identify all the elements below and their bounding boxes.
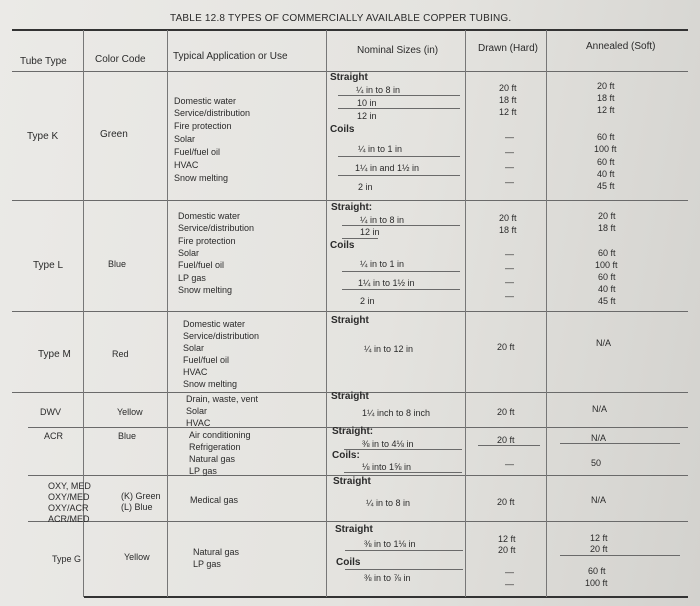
type-m-app: Snow melting [183, 379, 238, 389]
acr-name: ACR [44, 431, 64, 441]
type-l-size: 2 in [360, 296, 375, 306]
type-k-drawn: 12 ft [499, 107, 517, 117]
header-drawn: Drawn (Hard) [478, 43, 539, 54]
acr-app: Air conditioning [189, 430, 251, 440]
type-l-size: ¼ in to 1 in [360, 259, 405, 269]
header-application: Typical Application or Use [173, 51, 288, 62]
type-g-size: ⅜ in to ⅞ in [364, 573, 411, 583]
type-k-app: Solar [174, 134, 196, 144]
size-underline [560, 555, 680, 556]
type-l-annealed: 60 ft [598, 248, 616, 258]
row-rule-k [12, 200, 688, 201]
oxy-drawn: 20 ft [497, 497, 515, 507]
type-l-drawn-dash: — [505, 249, 514, 259]
type-g-drawn-dash: — [505, 579, 514, 589]
type-l-app: Domestic water [178, 211, 241, 221]
type-m-app: Fuel/fuel oil [183, 355, 230, 365]
type-l-annealed: 60 ft [598, 272, 616, 282]
type-k-drawn: 20 ft [499, 83, 517, 93]
acr-size: ⅛ into 1⅝ in [362, 462, 412, 472]
type-k-color: Green [100, 129, 128, 140]
type-g-size: ⅜ in to 1⅛ in [364, 539, 416, 549]
oxy-annealed: N/A [591, 495, 607, 505]
oxy-name: OXY/ACR [48, 503, 89, 513]
oxy-name: OXY, MED [48, 481, 91, 491]
type-k-annealed: 60 ft [597, 132, 615, 142]
type-l-app: Fire protection [178, 236, 236, 246]
type-l-color: Blue [108, 259, 127, 269]
size-underline [345, 550, 463, 551]
type-l-drawn-dash: — [505, 263, 514, 273]
size-underline [338, 156, 460, 157]
type-g-coils-label: Coils [336, 557, 361, 568]
type-k-coils-label: Coils [330, 124, 355, 135]
type-g-drawn: 12 ft [498, 534, 516, 544]
type-g-annealed: 20 ft [590, 544, 608, 554]
type-l-app: Service/distribution [178, 223, 255, 233]
type-m-straight-label: Straight [331, 315, 369, 326]
dwv-name: DWV [40, 407, 61, 417]
type-g-straight-label: Straight [335, 524, 373, 535]
type-k-annealed: 20 ft [597, 81, 615, 91]
type-g-drawn-dash: — [505, 567, 514, 577]
size-underline [338, 108, 460, 109]
header-nominal-sizes: Nominal Sizes (in) [357, 45, 439, 56]
type-m-name: Type M [38, 349, 71, 360]
type-k-annealed: 60 ft [597, 157, 615, 167]
oxy-app: Medical gas [190, 495, 239, 505]
type-m-app: Service/distribution [183, 331, 260, 341]
size-underline [342, 289, 460, 290]
size-underline [478, 445, 540, 446]
type-l-app: Fuel/fuel oil [178, 260, 225, 270]
type-k-annealed: 100 ft [594, 144, 617, 154]
type-l-app: LP gas [178, 273, 206, 283]
type-g-name: Type G [52, 554, 82, 564]
type-k-drawn-dash: — [505, 162, 514, 172]
bottom-rule [84, 596, 688, 598]
type-l-annealed: 40 ft [598, 284, 616, 294]
type-m-color: Red [112, 349, 129, 359]
acr-color: Blue [118, 431, 137, 441]
top-rule [12, 29, 688, 31]
acr-coils-label: Coils: [332, 450, 360, 461]
table-title: TABLE 12.8 TYPES OF COMMERCIALLY AVAILABLE COPPER TUBING. [170, 13, 512, 24]
col-divider-5 [546, 30, 547, 597]
type-l-size: 12 in [360, 227, 380, 237]
col-divider-3 [326, 30, 327, 597]
dwv-size: 1¼ inch to 8 inch [362, 408, 431, 418]
oxy-name: OXY/MED [48, 492, 90, 502]
size-underline [342, 225, 460, 226]
type-m-app: HVAC [183, 367, 208, 377]
header-annealed: Annealed (Soft) [586, 41, 656, 52]
type-m-annealed: N/A [596, 338, 612, 348]
size-underline [338, 95, 460, 96]
size-underline [338, 175, 460, 176]
type-l-straight-label: Straight: [331, 202, 373, 213]
oxy-name: ACR/MED [48, 514, 90, 524]
type-k-app: Fuel/fuel oil [174, 147, 221, 157]
acr-annealed: N/A [591, 433, 607, 443]
type-k-app: Domestic water [174, 96, 237, 106]
type-l-annealed: 18 ft [598, 223, 616, 233]
row-rule-l [12, 311, 688, 312]
row-rule-oxy [28, 521, 688, 522]
acr-drawn-dash: — [505, 459, 514, 469]
col-divider-2 [167, 30, 168, 597]
type-l-size: ¼ in to 8 in [360, 215, 405, 225]
type-g-app: Natural gas [193, 547, 240, 557]
size-underline [344, 472, 462, 473]
type-k-annealed: 18 ft [597, 93, 615, 103]
acr-app: Refrigeration [189, 442, 241, 452]
type-k-annealed: 12 ft [597, 105, 615, 115]
type-k-drawn: 18 ft [499, 95, 517, 105]
type-l-annealed: 45 ft [598, 296, 616, 306]
type-k-annealed: 45 ft [597, 181, 615, 191]
type-l-drawn: 20 ft [499, 213, 517, 223]
dwv-app: HVAC [186, 418, 211, 428]
type-k-size: 10 in [357, 98, 377, 108]
type-l-drawn: 18 ft [499, 225, 517, 235]
type-k-size: ¼ in to 1 in [358, 144, 403, 154]
acr-straight-label: Straight: [332, 426, 374, 437]
type-k-straight-label: Straight [330, 72, 368, 83]
type-k-drawn-dash: — [505, 132, 514, 142]
oxy-straight-label: Straight [333, 476, 371, 487]
acr-drawn: 20 ft [497, 435, 515, 445]
type-g-color: Yellow [124, 552, 150, 562]
size-underline [560, 443, 680, 444]
type-k-drawn-dash: — [505, 177, 514, 187]
type-g-annealed: 12 ft [590, 533, 608, 543]
type-m-size: ¼ in to 12 in [364, 344, 414, 354]
type-k-size: 2 in [358, 182, 373, 192]
type-l-coils-label: Coils [330, 240, 355, 251]
header-color-code: Color Code [95, 54, 146, 65]
header-tube-type: Tube Type [20, 56, 67, 67]
type-k-app: Service/distribution [174, 108, 251, 118]
dwv-color: Yellow [117, 407, 143, 417]
type-g-annealed: 60 ft [588, 566, 606, 576]
size-underline [345, 569, 463, 570]
size-underline [342, 271, 460, 272]
size-underline [344, 449, 462, 450]
type-l-size: 1¼ in to 1½ in [358, 278, 415, 288]
type-l-annealed: 100 ft [595, 260, 618, 270]
acr-size: ⅜ in to 4⅛ in [362, 439, 414, 449]
type-l-drawn-dash: — [505, 277, 514, 287]
type-l-name: Type L [33, 260, 64, 271]
acr-annealed: 50 [591, 458, 602, 468]
acr-app: Natural gas [189, 454, 236, 464]
oxy-color: (L) Blue [121, 502, 153, 512]
type-l-app: Solar [178, 248, 200, 258]
dwv-app: Solar [186, 406, 208, 416]
type-k-annealed: 40 ft [597, 169, 615, 179]
type-l-drawn-dash: — [505, 291, 514, 301]
dwv-app: Drain, waste, vent [186, 394, 259, 404]
size-underline [342, 238, 378, 239]
type-k-drawn-dash: — [505, 147, 514, 157]
type-k-size: ¼ in to 8 in [356, 85, 401, 95]
type-g-annealed: 100 ft [585, 578, 608, 588]
type-k-app: Fire protection [174, 121, 232, 131]
oxy-color: (K) Green [121, 491, 161, 501]
dwv-straight-label: Straight [331, 391, 369, 402]
dwv-drawn: 20 ft [497, 407, 515, 417]
type-g-app: LP gas [193, 559, 221, 569]
type-g-drawn: 20 ft [498, 545, 516, 555]
oxy-size: ¼ in to 8 in [366, 498, 411, 508]
type-m-drawn: 20 ft [497, 342, 515, 352]
type-l-annealed: 20 ft [598, 211, 616, 221]
type-k-app: Snow melting [174, 173, 229, 183]
type-l-app: Snow melting [178, 285, 233, 295]
type-k-size: 1¼ in and 1½ in [355, 163, 420, 173]
type-k-name: Type K [27, 131, 59, 142]
col-divider-4 [465, 30, 466, 597]
type-k-size: 12 in [357, 111, 377, 121]
acr-app: LP gas [189, 466, 217, 476]
type-m-app: Domestic water [183, 319, 246, 329]
type-m-app: Solar [183, 343, 205, 353]
type-k-app: HVAC [174, 160, 199, 170]
dwv-annealed: N/A [592, 404, 608, 414]
